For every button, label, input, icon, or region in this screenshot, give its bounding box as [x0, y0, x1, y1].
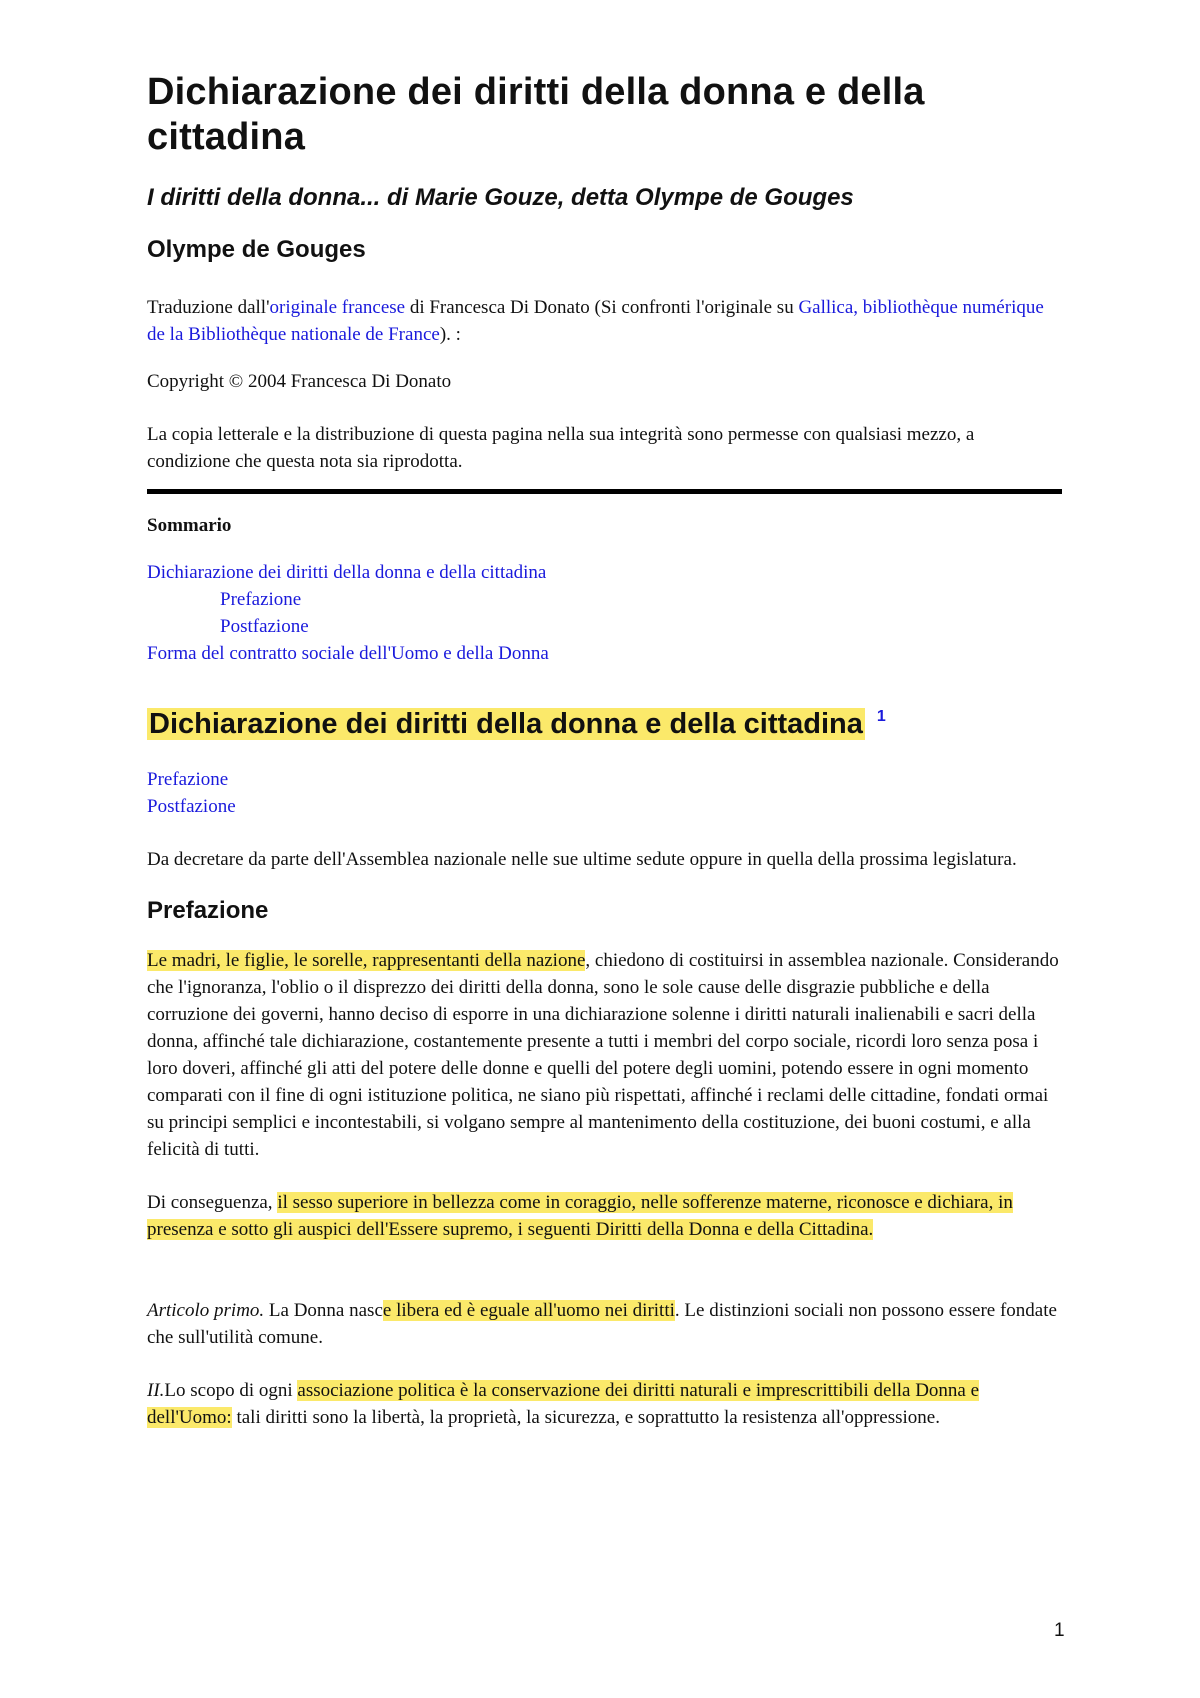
horizontal-rule	[147, 489, 1062, 494]
article-1-text-2: . Le distinzioni sociali non possono essere fondate che sull'utilità comune.	[147, 1300, 1057, 1348]
article-2	[147, 1377, 1062, 1431]
toc-item-forma-contratto[interactable]: Forma del contratto sociale dell'Uomo e della Donna	[147, 643, 549, 664]
link-postfazione[interactable]: Postfazione	[147, 796, 236, 817]
license-notice: La copia letterale e la distribuzione di questa pagina nella sua integrità sono permesse con qualsiasi mezzo, a condizione che questa nota sia riprodotta.	[147, 424, 975, 472]
article-1-text-1: La Donna nasc	[264, 1300, 383, 1321]
toc-item-postfazione[interactable]: Postfazione	[220, 616, 309, 637]
table-of-contents	[147, 559, 1062, 667]
page-number: 1	[1054, 1620, 1065, 1641]
toc-item-prefazione[interactable]: Prefazione	[220, 589, 302, 610]
article-1-label: Articolo primo.	[147, 1300, 265, 1321]
document-page	[147, 70, 1062, 1431]
footnote-link[interactable]: 1	[876, 708, 886, 725]
translation-text-1: Traduzione dall'	[147, 297, 270, 318]
link-prefazione[interactable]: Prefazione	[147, 769, 229, 790]
section-heading	[147, 697, 1062, 744]
document-subtitle: I diritti della donna... di Marie Gouze, detta Olympe de Gouges	[147, 184, 854, 211]
section-intro: Da decretare da parte dell'Assemblea nazionale nelle sue ultime sedute oppure in quella della prossima legislatura.	[147, 849, 1017, 870]
author-name: Olympe de Gouges	[147, 236, 366, 263]
translation-note	[147, 294, 1062, 348]
gallica-link[interactable]: Gallica, bibliothèque numérique de la Bibliothèque nationale de France	[147, 297, 1044, 345]
article-1	[147, 1297, 1062, 1351]
preface-text-2: Di conseguenza,	[147, 1192, 278, 1213]
translation-text-3: ). :	[439, 324, 461, 345]
preface-paragraph-1	[147, 947, 1062, 1163]
article-1-highlight: e libera ed è eguale all'uomo nei diritti	[382, 1300, 675, 1321]
original-french-link[interactable]: originale francese	[269, 297, 406, 318]
toc-title: Sommario	[147, 515, 232, 536]
preface-text-1: , chiedono di costituirsi in assemblea nazionale. Considerando che l'ignoranza, l'oblio o il disprezzo dei diritti della donna, sono le sole cause delle disgrazie pubbliche e della corruzione dei governi, hanno deciso di esporre in una dichiarazione solenne i diritti naturali inalienabili e sacri della donna, affinché tale dichiarazione, costantemente presente a tutti i membri del corpo sociale, ricordi loro senza posa i loro doveri, affinché gli atti del potere delle donne e quelli del potere degli uomini, potendo essere in ogni momento comparati con il fine di ogni istituzione politica, ne siano più rispettati, affinché i reclami delle cittadine, fondati ormai su principi semplici e incontestabili, si volgano sempre al mantenimento della costituzione, dei buoni costumi, e alla felicità di tutti.	[147, 950, 1059, 1160]
preface-highlight-1: Le madri, le figlie, le sorelle, rappresentanti della nazione	[147, 950, 586, 971]
translation-text-2: di Francesca Di Donato (Si confronti l'originale su	[405, 297, 799, 318]
preface-highlight-2: il sesso superiore in bellezza come in coraggio, nelle sofferenze materne, riconosce e dichiara, in presenza e sotto gli auspici dell'Essere supremo, i seguenti Diritti della Donna e della Cittadina.	[147, 1192, 1013, 1240]
article-2-highlight: associazione politica è la conservazione dei diritti naturali e imprescrittibili della Donna e dell'Uomo:	[147, 1380, 980, 1428]
section-heading-text: Dichiarazione dei diritti della donna e della cittadina	[149, 708, 863, 740]
article-2-text-2: tali diritti sono la libertà, la proprietà, la sicurezza, e soprattutto la resistenza all'oppressione.	[231, 1407, 940, 1428]
preface-paragraph-2	[147, 1189, 1062, 1243]
preface-heading: Prefazione	[147, 897, 269, 924]
copyright-notice: Copyright © 2004 Francesca Di Donato	[147, 371, 452, 392]
section-links	[147, 766, 1062, 820]
toc-item-dichiarazione[interactable]: Dichiarazione dei diritti della donna e della cittadina	[147, 562, 547, 583]
document-title: Dichiarazione dei diritti della donna e della cittadina	[147, 71, 925, 158]
article-2-text-1: Lo scopo di ogni	[164, 1380, 298, 1401]
article-2-label: II.	[147, 1380, 165, 1401]
